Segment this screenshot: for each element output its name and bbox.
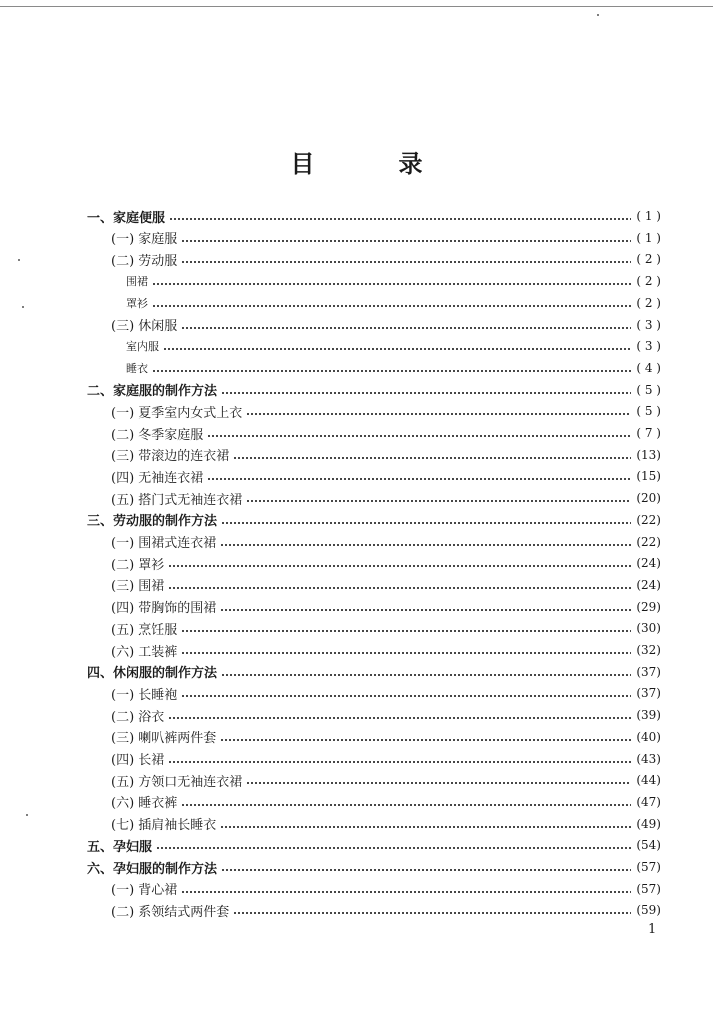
toc-entry-label: (三) 带滚边的连衣裙 <box>111 449 230 465</box>
scan-speck <box>26 814 28 816</box>
toc-entry-page: (54) <box>636 838 661 853</box>
toc-entry-label: (一) 背心裙 <box>111 883 178 899</box>
toc-dot-leader <box>168 574 631 596</box>
toc-entry-page: (22) <box>636 534 661 549</box>
toc-entry-label: (二) 罩衫 <box>111 557 165 573</box>
toc-entry-label: 四、休闲服的制作方法 <box>87 666 218 682</box>
toc-section-entry <box>111 878 661 900</box>
toc-entry-page: ( 2 ) <box>636 252 661 267</box>
toc-entry-label: (七) 插肩袖长睡衣 <box>111 818 217 834</box>
toc-dot-leader <box>168 748 631 770</box>
toc-entry-page: ( 2 ) <box>636 295 661 310</box>
toc-section-entry <box>111 748 661 770</box>
toc-section-entry <box>111 682 661 704</box>
toc-section-entry <box>111 639 661 661</box>
toc-entry-label: (四) 无袖连衣裙 <box>111 470 204 486</box>
toc-dot-leader <box>181 227 631 249</box>
toc-entry-page: (37) <box>636 664 661 679</box>
toc-section-entry <box>111 726 661 748</box>
toc-entry-page: (59) <box>636 903 661 918</box>
toc-entry-page: (43) <box>636 751 661 766</box>
toc-section-entry <box>111 899 661 921</box>
toc-entry-page: (30) <box>636 621 661 636</box>
toc-dot-leader <box>168 704 631 726</box>
toc-dot-leader <box>169 205 631 227</box>
toc-entry-label: 六、孕妇服的制作方法 <box>87 861 218 877</box>
toc-entry-label: (四) 长裙 <box>111 753 165 768</box>
toc-entry-label: (六) 工装裤 <box>111 644 178 660</box>
toc-section-entry <box>111 400 661 422</box>
toc-entry-label: (五) 方领口无袖连衣裙 <box>111 774 243 790</box>
toc-entry-page: (39) <box>636 708 661 723</box>
toc-entry-page: ( 7 ) <box>636 426 661 440</box>
toc-entry-page: ( 5 ) <box>636 404 661 419</box>
toc-entry-page: (57) <box>636 881 661 896</box>
toc-section-entry <box>111 227 661 249</box>
toc-entry-label: (五) 搭门式无袖连衣裙 <box>111 492 243 508</box>
toc-section-entry <box>111 531 661 553</box>
scan-edge-line <box>0 6 713 7</box>
toc-entry-label: (二) 浴衣 <box>111 709 165 725</box>
toc-entry-page: (24) <box>636 556 661 571</box>
toc-entry-label: 睡衣 <box>126 361 148 375</box>
toc-section-entry <box>111 444 661 466</box>
toc-entry-page: (13) <box>636 447 661 462</box>
scan-speck <box>22 306 24 308</box>
page-number: 1 <box>648 922 657 937</box>
scan-speck <box>18 259 20 261</box>
toc-dot-leader <box>221 509 631 531</box>
toc-dot-leader <box>233 899 631 921</box>
page-title: 目 录 <box>290 150 453 178</box>
toc-subsection-entry <box>126 270 661 292</box>
toc-dot-leader <box>181 791 631 813</box>
toc-entry-label: 五、孕妇服 <box>87 839 153 855</box>
toc-section-entry <box>111 574 661 596</box>
toc-entry-page: ( 4 ) <box>636 360 661 375</box>
toc-dot-leader <box>163 335 631 357</box>
toc-dot-leader <box>220 726 631 748</box>
toc-entry-page: ( 1 ) <box>636 230 661 245</box>
scan-speck <box>597 14 599 16</box>
toc-section-entry <box>111 813 661 835</box>
toc-dot-leader <box>181 248 631 270</box>
toc-dot-leader <box>246 400 631 422</box>
toc-entry-page: (40) <box>636 729 661 744</box>
toc-dot-leader <box>152 292 631 314</box>
toc-dot-leader <box>220 531 631 553</box>
toc-entry-page: (29) <box>636 599 661 614</box>
toc-section-entry <box>111 769 661 791</box>
toc-dot-leader <box>181 617 631 639</box>
toc-entry-page: (22) <box>636 512 661 527</box>
toc-subsection-entry <box>126 357 661 379</box>
toc-dot-leader <box>181 314 631 336</box>
toc-entry-page: (44) <box>636 773 661 788</box>
toc-dot-leader <box>152 270 631 292</box>
toc-entry-label: (三) 围裙 <box>111 579 165 595</box>
toc-dot-leader <box>233 444 631 466</box>
toc-section-entry <box>111 617 661 639</box>
toc-dot-leader <box>181 878 631 900</box>
toc-section-entry <box>111 704 661 726</box>
toc-entry-page: (47) <box>636 794 661 809</box>
toc-entry-label: (一) 长睡袍 <box>111 687 178 703</box>
toc-entry-page: (24) <box>636 577 661 592</box>
toc-entry-label: (二) 劳动服 <box>111 253 178 269</box>
toc-entry-page: (20) <box>636 491 661 506</box>
toc-dot-leader <box>221 379 631 401</box>
toc-entry-label: 室内服 <box>126 340 159 354</box>
toc-entry-page: ( 3 ) <box>636 339 661 354</box>
toc-entry-label: (一) 夏季室内女式上衣 <box>111 405 243 421</box>
toc-dot-leader <box>152 357 631 379</box>
toc-entry-page: (32) <box>636 643 661 657</box>
toc-section-entry <box>111 465 661 487</box>
toc-chapter-entry <box>87 509 661 531</box>
toc-dot-leader <box>246 769 631 791</box>
toc-entry-page: (49) <box>636 816 661 831</box>
toc-entry-label: (六) 睡衣裤 <box>111 796 178 812</box>
toc-dot-leader <box>181 682 631 704</box>
toc-entry-page: ( 1 ) <box>636 209 661 223</box>
toc-section-entry <box>111 552 661 574</box>
toc-section-entry <box>111 248 661 270</box>
toc-entry-label: 一、家庭便服 <box>87 210 166 226</box>
toc-dot-leader <box>207 422 631 444</box>
toc-entry-page: (37) <box>636 686 661 701</box>
toc-subsection-entry <box>126 335 661 357</box>
toc-subsection-entry <box>126 292 661 314</box>
toc-entry-label: 围裙 <box>126 275 148 289</box>
toc-chapter-entry <box>87 834 661 856</box>
toc-entry-label: (三) 休闲服 <box>111 319 178 334</box>
toc-entry-label: (二) 冬季家庭服 <box>111 427 204 443</box>
toc-entry-label: (一) 家庭服 <box>111 232 178 248</box>
toc-dot-leader <box>181 639 631 661</box>
toc-entry-page: ( 5 ) <box>636 382 661 397</box>
toc-entry-label: (五) 烹饪服 <box>111 622 178 638</box>
toc-entry-label: (三) 喇叭裤两件套 <box>111 731 217 747</box>
toc-chapter-entry <box>87 856 661 878</box>
toc-dot-leader <box>168 552 631 574</box>
toc-entry-label: (一) 围裙式连衣裙 <box>111 536 217 551</box>
toc-entry-page: (57) <box>636 860 661 874</box>
toc-entry-label: (四) 带胸饰的围裙 <box>111 601 217 617</box>
toc-entry-label: 三、劳动服的制作方法 <box>87 514 218 530</box>
toc-dot-leader <box>156 834 631 856</box>
toc-entry-page: ( 2 ) <box>636 274 661 289</box>
toc-dot-leader <box>221 661 631 683</box>
toc-chapter-entry <box>87 205 661 227</box>
toc-section-entry <box>111 314 661 336</box>
toc-chapter-entry <box>87 379 661 401</box>
toc-entry-label: 罩衫 <box>126 296 148 310</box>
toc-entry-page: (15) <box>636 469 661 484</box>
toc-section-entry <box>111 596 661 618</box>
toc-entry-label: (二) 系领结式两件套 <box>111 904 230 920</box>
toc-chapter-entry <box>87 661 661 683</box>
toc-section-entry <box>111 422 661 444</box>
toc-section-entry <box>111 487 661 509</box>
toc-entry-label: 二、家庭服的制作方法 <box>87 384 218 400</box>
toc-dot-leader <box>246 487 631 509</box>
toc-dot-leader <box>207 465 631 487</box>
toc-section-entry <box>111 791 661 813</box>
toc-dot-leader <box>220 596 631 618</box>
toc-dot-leader <box>221 856 631 878</box>
toc-entry-page: ( 3 ) <box>636 317 661 332</box>
toc-dot-leader <box>220 813 631 835</box>
